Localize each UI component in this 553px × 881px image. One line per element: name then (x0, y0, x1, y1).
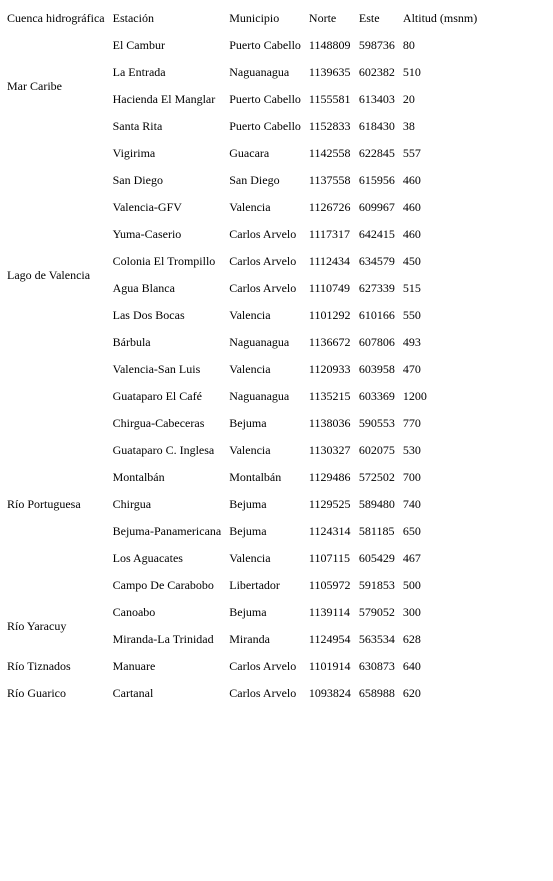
header-norte: Norte (308, 11, 337, 25)
cell-norte: 1152833 (308, 119, 351, 133)
cell-este: 603369 (358, 389, 395, 403)
cell-altitud: 510 (402, 65, 421, 79)
cell-este: 591853 (358, 578, 395, 592)
cell-estacion: Guataparo El Café (112, 389, 202, 403)
cell-altitud: 550 (402, 308, 421, 322)
cell-norte: 1139635 (308, 65, 351, 79)
cell-norte: 1139114 (308, 605, 351, 619)
cell-este: 602075 (358, 443, 395, 457)
cell-estacion: Los Aguacates (112, 551, 183, 565)
cell-cuenca: Río Portuguesa (7, 497, 81, 511)
cell-estacion: Yuma-Caserio (112, 227, 182, 241)
cell-norte: 1107115 (308, 551, 351, 565)
header-row (3, 5, 481, 32)
cell-cuenca: Lago de Valencia (7, 267, 91, 282)
cell-altitud: 770 (402, 416, 421, 430)
table-row (3, 410, 481, 437)
table-row (3, 140, 481, 167)
cell-estacion: Manuare (112, 659, 156, 673)
cell-altitud: 530 (402, 443, 421, 457)
cell-municipio: Bejuma (229, 524, 267, 538)
cell-municipio: Carlos Arvelo (229, 254, 297, 268)
cell-este: 563534 (358, 632, 395, 646)
table-row (3, 680, 481, 707)
table-row (3, 599, 481, 626)
cell-municipio: Puerto Cabello (229, 119, 301, 133)
cell-estacion: Guataparo C. Inglesa (112, 443, 215, 457)
cell-municipio: Naguanagua (229, 335, 290, 349)
cell-este: 598736 (358, 38, 395, 52)
header-estacion: Estación (112, 11, 154, 25)
cell-estacion: Miranda-La Trinidad (112, 632, 214, 646)
cell-estacion: San Diego (112, 173, 163, 187)
header-este: Este (358, 11, 380, 25)
cell-norte: 1112434 (308, 254, 351, 268)
cell-municipio: Bejuma (229, 416, 267, 430)
cell-estacion: El Cambur (112, 38, 165, 52)
cell-norte: 1136672 (308, 335, 351, 349)
cell-estacion: Agua Blanca (112, 281, 175, 295)
cell-municipio: Bejuma (229, 605, 267, 619)
cell-este: 605429 (358, 551, 395, 565)
cell-este: 609967 (358, 200, 395, 214)
cell-municipio: Carlos Arvelo (229, 659, 297, 673)
cell-altitud: 20 (402, 92, 415, 106)
cell-municipio: Carlos Arvelo (229, 686, 297, 700)
cell-este: 658988 (358, 686, 395, 700)
cell-norte: 1129525 (308, 497, 351, 511)
cell-este: 642415 (358, 227, 395, 241)
cell-cuenca: Río Guarico (7, 686, 66, 700)
cell-cuenca: Río Yaracuy (7, 618, 67, 633)
cell-altitud: 493 (402, 335, 421, 349)
cell-municipio: Guacara (229, 146, 270, 160)
cell-municipio: Naguanagua (229, 389, 290, 403)
cell-este: 627339 (358, 281, 395, 295)
cell-municipio: Libertador (229, 578, 280, 592)
cell-altitud: 300 (402, 605, 421, 619)
cell-este: 581185 (358, 524, 395, 538)
cell-norte: 1126726 (308, 200, 351, 214)
cell-municipio: Bejuma (229, 497, 267, 511)
cell-estacion: Valencia-GFV (112, 200, 182, 214)
cell-este: 603958 (358, 362, 395, 376)
cell-este: 634579 (358, 254, 395, 268)
cell-estacion: Colonia El Trompillo (112, 254, 216, 268)
cell-estacion: Canoabo (112, 605, 156, 619)
cell-municipio: Carlos Arvelo (229, 281, 297, 295)
cell-norte: 1155581 (308, 92, 351, 106)
cell-este: 610166 (358, 308, 395, 322)
cell-estacion: Cartanal (112, 686, 154, 700)
cell-estacion: Campo De Carabobo (112, 578, 214, 592)
cell-altitud: 628 (402, 632, 421, 646)
cell-este: 613403 (358, 92, 395, 106)
cell-altitud: 450 (402, 254, 421, 268)
cell-cuenca: Mar Caribe (7, 78, 62, 93)
cell-norte: 1124954 (308, 632, 351, 646)
cell-estacion: Hacienda El Manglar (112, 92, 216, 106)
cell-municipio: Puerto Cabello (229, 92, 301, 106)
cell-norte: 1093824 (308, 686, 351, 700)
cell-estacion: Valencia-San Luis (112, 362, 201, 376)
table-body (3, 32, 481, 707)
cell-municipio: Miranda (229, 632, 270, 646)
cell-altitud: 515 (402, 281, 421, 295)
cell-municipio: San Diego (229, 173, 280, 187)
cell-altitud: 1200 (402, 389, 427, 403)
cell-norte: 1117317 (308, 227, 351, 241)
cell-estacion: Montalbán (112, 470, 165, 484)
cell-norte: 1101914 (308, 659, 351, 673)
cell-altitud: 80 (402, 38, 415, 52)
cell-este: 572502 (358, 470, 395, 484)
stations-table (3, 5, 481, 707)
cell-altitud: 470 (402, 362, 421, 376)
cell-municipio: Valencia (229, 551, 271, 565)
cell-altitud: 650 (402, 524, 421, 538)
cell-estacion: La Entrada (112, 65, 166, 79)
cell-estacion: Chirgua (112, 497, 152, 511)
cell-norte: 1110749 (308, 281, 351, 295)
cell-estacion: Chirgua-Cabeceras (112, 416, 205, 430)
cell-este: 607806 (358, 335, 395, 349)
cell-altitud: 500 (402, 578, 421, 592)
cell-altitud: 460 (402, 227, 421, 241)
cell-altitud: 700 (402, 470, 421, 484)
cell-municipio: Montalbán (229, 470, 282, 484)
cell-cuenca: Río Tiznados (7, 659, 71, 673)
header-cuenca: Cuenca hidrográfica (7, 11, 105, 25)
cell-altitud: 467 (402, 551, 421, 565)
cell-estacion: Vigirima (112, 146, 156, 160)
cell-norte: 1142558 (308, 146, 351, 160)
cell-municipio: Valencia (229, 200, 271, 214)
cell-este: 622845 (358, 146, 395, 160)
cell-estacion: Santa Rita (112, 119, 163, 133)
cell-municipio: Carlos Arvelo (229, 227, 297, 241)
table-row (3, 653, 481, 680)
cell-altitud: 740 (402, 497, 421, 511)
header-altitud: Altitud (msnm) (402, 11, 478, 25)
cell-altitud: 38 (402, 119, 415, 133)
cell-este: 579052 (358, 605, 395, 619)
cell-norte: 1135215 (308, 389, 351, 403)
cell-altitud: 460 (402, 200, 421, 214)
cell-municipio: Valencia (229, 308, 271, 322)
cell-norte: 1138036 (308, 416, 351, 430)
cell-este: 602382 (358, 65, 395, 79)
cell-norte: 1124314 (308, 524, 351, 538)
cell-norte: 1137558 (308, 173, 351, 187)
cell-norte: 1129486 (308, 470, 351, 484)
cell-municipio: Valencia (229, 443, 271, 457)
cell-altitud: 640 (402, 659, 421, 673)
cell-altitud: 557 (402, 146, 421, 160)
cell-municipio: Valencia (229, 362, 271, 376)
cell-este: 589480 (358, 497, 395, 511)
cell-estacion: Bárbula (112, 335, 151, 349)
cell-este: 618430 (358, 119, 395, 133)
cell-este: 615956 (358, 173, 395, 187)
cell-municipio: Puerto Cabello (229, 38, 301, 52)
cell-altitud: 460 (402, 173, 421, 187)
cell-estacion: Las Dos Bocas (112, 308, 185, 322)
cell-norte: 1101292 (308, 308, 351, 322)
cell-altitud: 620 (402, 686, 421, 700)
cell-estacion: Bejuma-Panamericana (112, 524, 222, 538)
cell-norte: 1148809 (308, 38, 351, 52)
cell-norte: 1130327 (308, 443, 351, 457)
cell-este: 630873 (358, 659, 395, 673)
cell-norte: 1105972 (308, 578, 351, 592)
cell-norte: 1120933 (308, 362, 351, 376)
cell-municipio: Naguanagua (229, 65, 290, 79)
table-row (3, 32, 481, 59)
cell-este: 590553 (358, 416, 395, 430)
header-municipio: Municipio (229, 11, 280, 25)
